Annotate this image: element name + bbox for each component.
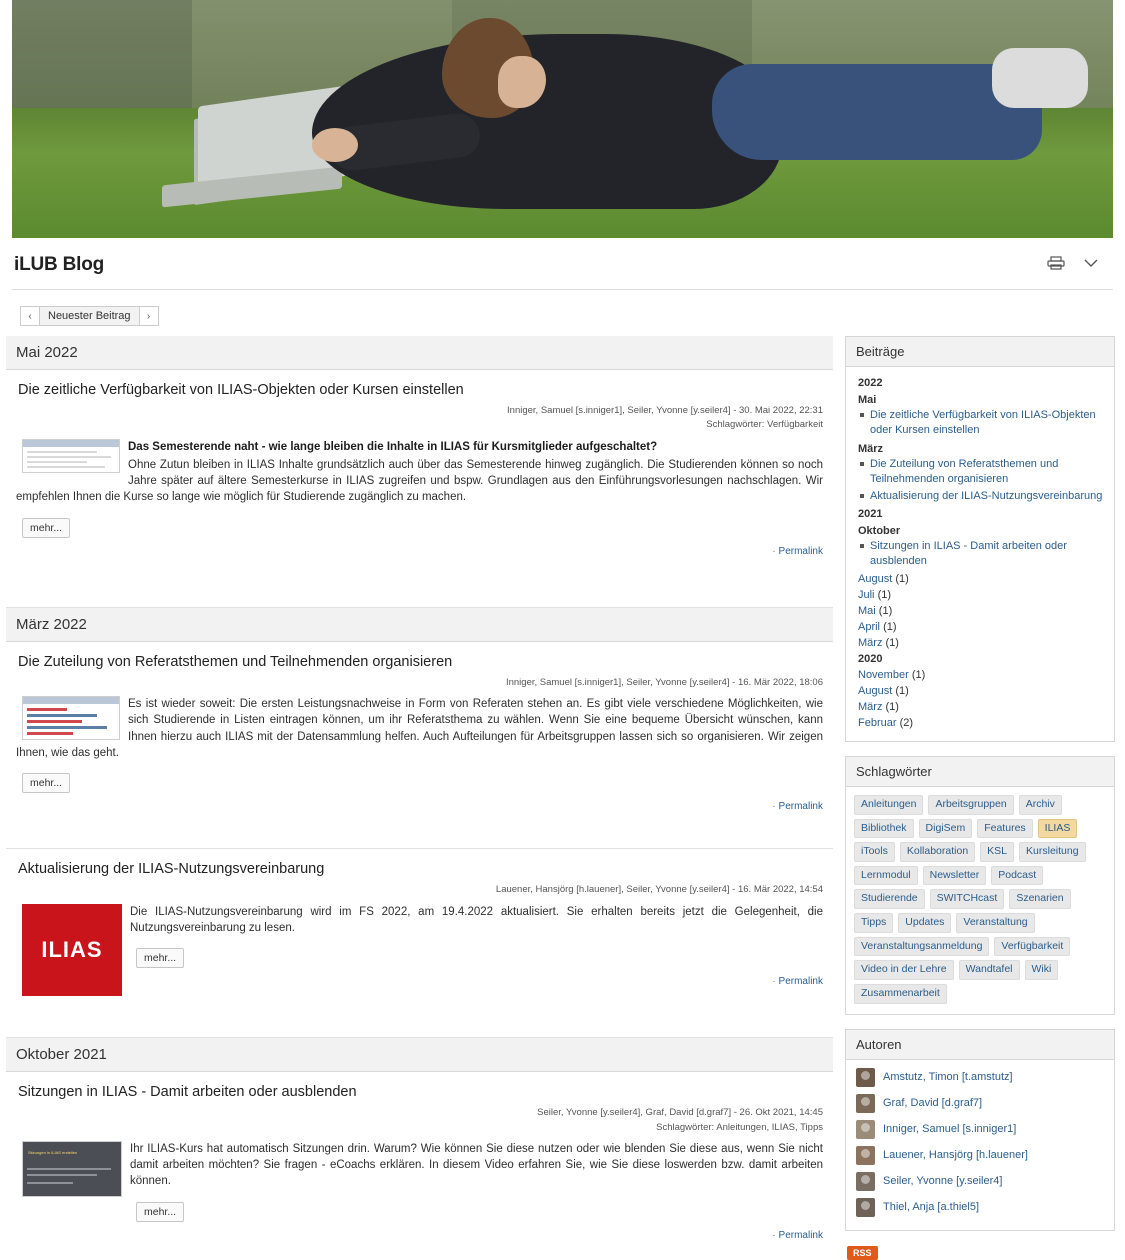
authors-block-title: Autoren <box>846 1030 1114 1060</box>
thumbnail-header-bar <box>23 440 119 447</box>
posting-title[interactable]: Aktualisierung der ILIAS-Nutzungsvereinbarung <box>18 861 325 878</box>
posting-keywords: Schlagwörter: Anleitungen, ILIAS, Tipps <box>656 1121 823 1133</box>
posting-link[interactable]: Die zeitliche Verfügbarkeit von ILIAS-Objekten oder Kursen einstellen <box>870 409 1096 436</box>
page-header <box>12 244 1113 290</box>
posting-body <box>16 1139 823 1190</box>
posting-authors: Inniger, Samuel [s.inniger1], Seiler, Yvonne [y.seiler4] - 16. Mär 2022, 18:06 <box>505 676 823 688</box>
tag-item[interactable]: Newsletter <box>923 866 987 886</box>
posting-paragraph: Es ist wieder soweit: Die ersten Leistungsnachweise in Form von Referaten stehen an. Es gibt viele verschiedene Möglichkeiten, wie sich Studierende in Listen eintragen können, um ihr Referatsthema zu wählen. Wenn Sie eine bequeme Übersicht wünschen, kann Ihnen hierzu auch ILIAS mit der Datensammlung helfen. Auch Aufteilungen für Arbeitsgruppen lassen sich so organisieren. Wir zeigen Ihnen, wie das geht. <box>16 698 823 760</box>
banner-building <box>12 0 192 120</box>
month-count: (1) <box>895 572 909 585</box>
tag-item[interactable]: SWITCHcast <box>930 889 1005 909</box>
thumbnail-bar <box>27 714 97 717</box>
more-button[interactable]: mehr... <box>136 948 184 968</box>
posting-body <box>16 694 823 761</box>
tag-item[interactable]: Podcast <box>991 866 1043 886</box>
month-archive-link[interactable] <box>858 605 1104 617</box>
pager-current-label: Neuester Beitrag <box>40 306 139 326</box>
tag-item[interactable]: iTools <box>854 842 895 862</box>
author-name[interactable]: Graf, David [d.graf7] <box>883 1097 983 1110</box>
month-heading: Oktober 2021 <box>6 1038 833 1072</box>
permalink-bullet: · <box>772 545 776 557</box>
list-item[interactable] <box>854 1066 1106 1089</box>
posting-spacer <box>16 822 823 848</box>
avatar <box>856 1120 875 1139</box>
tag-item[interactable]: Video in der Lehre <box>854 960 954 980</box>
tag-item[interactable]: Arbeitsgruppen <box>928 795 1013 815</box>
posting-paragraph: Ohne Zutun bleiben in ILIAS Inhalte grundsätzlich auch über das Semesterende hinweg zugänglich. Die Studierenden können so noch Jahre später auf ältere Semesterkurse in ILIAS zugreifen und bspw. Grundlagen aus den Einführungsvorlesungen nachschlagen. Wir empfehlen Ihnen die Kurse so lange wie möglich für Studierende zugänglich zu machen. <box>16 458 823 504</box>
month-archive-link[interactable] <box>858 717 1104 729</box>
list-item[interactable] <box>870 457 1104 487</box>
postings-block-title: Beiträge <box>846 337 1114 367</box>
permalink-row <box>16 546 823 567</box>
list-item[interactable] <box>854 1170 1106 1193</box>
tag-item[interactable]: Archiv <box>1019 795 1062 815</box>
month-label: Mai <box>858 394 877 406</box>
tag-item[interactable]: Lernmodul <box>854 866 918 886</box>
avatar <box>856 1068 875 1087</box>
author-name[interactable]: Seiler, Yvonne [y.seiler4] <box>883 1175 1003 1188</box>
month-name[interactable]: August <box>858 572 893 585</box>
tag-item[interactable]: Wiki <box>1025 960 1059 980</box>
authors-list <box>846 1060 1114 1230</box>
month-name[interactable]: Mai <box>858 604 876 617</box>
month-heading: Mai 2022 <box>6 336 833 370</box>
thumbnail-line <box>27 461 87 463</box>
author-name[interactable]: Inniger, Samuel [s.inniger1] <box>883 1123 1017 1136</box>
pager-next-button[interactable]: › <box>139 306 159 326</box>
month-archive-link[interactable] <box>858 589 1104 601</box>
month-name[interactable]: April <box>858 620 881 633</box>
thumbnail-line <box>27 451 97 453</box>
posting-lead: Das Semesterende naht - wie lange bleiben die Inhalte in ILIAS für Kursmitglieder aufgeschaltet? <box>128 440 658 453</box>
month-archive-link[interactable] <box>858 669 1104 681</box>
month-label: März <box>858 442 884 455</box>
tag-item[interactable]: Updates <box>898 913 951 933</box>
posting-video-thumbnail[interactable] <box>22 1141 122 1197</box>
posting-spacer <box>16 997 823 1037</box>
posting-meta <box>16 1106 823 1139</box>
month-heading: März 2022 <box>6 608 833 642</box>
posting-text <box>16 437 823 506</box>
posting-title[interactable]: Sitzungen in ILIAS - Damit arbeiten oder ausblenden <box>18 1084 357 1101</box>
tag-item[interactable]: Tipps <box>854 913 893 933</box>
ilias-logo-text: ILIAS <box>41 937 103 962</box>
banner-person-shoe <box>992 48 1088 108</box>
thumbnail-header-bar <box>23 697 119 704</box>
permalink-bullet: · <box>772 1229 776 1241</box>
posting-link[interactable]: Die Zuteilung von Referatsthemen und Teilnehmenden organisieren <box>870 457 1059 485</box>
tag-item[interactable]: Kursleitung <box>1019 842 1086 862</box>
posting-authors: Seiler, Yvonne [y.seiler4], Graf, David [d.graf7] - 26. Okt 2021, 14:45 <box>537 1107 823 1119</box>
author-name[interactable]: Lauener, Hansjörg [h.lauener] <box>883 1149 1028 1162</box>
video-caption-line: Sitzungen in ILIAS erstellen <box>28 1149 78 1155</box>
permalink-link[interactable]: Permalink <box>778 1229 823 1241</box>
authors-block <box>845 1029 1115 1231</box>
year-label: 2021 <box>858 508 883 521</box>
banner-person-hand <box>312 128 358 162</box>
permalink-row <box>16 801 823 822</box>
postings-block <box>845 336 1115 742</box>
chevron-down-icon[interactable] <box>1083 258 1099 268</box>
tag-item[interactable]: Veranstaltungsanmeldung <box>854 937 989 957</box>
permalink-bullet: · <box>772 801 776 813</box>
tag-item[interactable]: DigiSem <box>919 819 973 839</box>
print-icon[interactable] <box>1047 256 1065 270</box>
thumbnail-line <box>27 466 105 468</box>
year-label: 2020 <box>858 652 883 665</box>
posting-text <box>16 902 823 937</box>
avatar <box>856 1172 875 1191</box>
month-archive-link[interactable] <box>858 573 1104 585</box>
list-item[interactable] <box>870 408 1104 438</box>
month-label: Oktober <box>858 525 901 538</box>
posting-item <box>6 849 833 1038</box>
thumbnail-line <box>27 1174 97 1176</box>
month-count: (1) <box>911 668 926 681</box>
tag-item[interactable]: Kollaboration <box>900 842 975 862</box>
month-archive-link[interactable] <box>858 685 1104 697</box>
posting-text <box>16 1139 823 1190</box>
tags-block <box>845 756 1115 1015</box>
list-item[interactable] <box>854 1118 1106 1141</box>
tag-cloud <box>846 787 1114 1014</box>
header-actions <box>1047 256 1099 270</box>
tag-item[interactable]: Veranstaltung <box>956 913 1034 933</box>
posting-title[interactable]: Die zeitliche Verfügbarkeit von ILIAS-Objekten oder Kursen einstellen <box>18 382 464 398</box>
tag-item[interactable]: Bibliothek <box>854 819 914 839</box>
posting-link[interactable]: Sitzungen in ILIAS - Damit arbeiten oder ausblenden <box>870 540 1067 568</box>
thumbnail-bar <box>27 726 107 729</box>
month-count: (1) <box>878 604 893 617</box>
postings-block-body <box>846 367 1114 741</box>
list-item[interactable] <box>854 1144 1106 1167</box>
pager-prev-button[interactable]: ‹ <box>20 306 40 326</box>
month-count: (1) <box>885 700 899 713</box>
posting-item <box>6 642 833 850</box>
tag-item[interactable]: Anleitungen <box>854 795 923 815</box>
posting-authors: Lauener, Hansjörg [h.lauener], Seiler, Yvonne [y.seiler4] - 16. Mär 2022, 14:54 <box>495 884 823 896</box>
month-count: (2) <box>899 716 914 729</box>
list-item[interactable] <box>854 1196 1106 1219</box>
posting-list <box>6 336 833 1251</box>
posting-title[interactable]: Die Zuteilung von Referatsthemen und Teilnehmenden organisieren <box>18 653 453 670</box>
posting-pager <box>20 306 159 326</box>
permalink-row <box>16 976 823 997</box>
list-item[interactable] <box>870 489 1104 504</box>
posting-authors: Inniger, Samuel [s.inniger1], Seiler, Yvonne [y.seiler4] - 30. Mai 2022, 22:31 <box>507 405 823 416</box>
permalink-bullet: · <box>772 976 776 988</box>
permalink-link[interactable]: Permalink <box>778 545 823 557</box>
list-item[interactable] <box>870 539 1104 569</box>
posting-link-list <box>856 408 1104 438</box>
posting-thumbnail[interactable] <box>22 904 122 996</box>
tag-item[interactable]: Szenarien <box>1009 889 1070 909</box>
posting-text <box>16 694 823 761</box>
author-name[interactable]: Thiel, Anja [a.thiel5] <box>883 1201 980 1214</box>
year-label: 2022 <box>858 377 883 389</box>
more-button[interactable]: mehr... <box>136 1202 184 1222</box>
tags-block-title: Schlagwörter <box>846 757 1114 787</box>
posting-item <box>6 1072 833 1250</box>
posting-item <box>6 370 833 608</box>
posting-meta <box>16 404 823 437</box>
posting-link-list <box>856 539 1104 569</box>
permalink-row <box>16 1230 823 1251</box>
permalink-link[interactable]: Permalink <box>778 801 823 813</box>
thumbnail-line <box>27 1168 111 1170</box>
banner-image <box>12 0 1113 238</box>
tag-item[interactable]: KSL <box>980 842 1014 862</box>
posting-link[interactable]: Aktualisierung der ILIAS-Nutzungsvereinbarung <box>870 490 1103 503</box>
posting-keywords: Schlagwörter: Verfügbarkeit <box>706 419 823 431</box>
page-title: iLUB Blog <box>14 254 105 275</box>
thumbnail-bar <box>27 732 73 735</box>
tag-item[interactable]: Studierende <box>854 889 925 909</box>
posting-body <box>16 437 823 506</box>
month-name[interactable]: März <box>858 636 883 649</box>
month-name[interactable]: November <box>858 668 909 681</box>
posting-meta <box>16 883 823 901</box>
month-count: (1) <box>895 684 909 697</box>
tag-item[interactable]: Features <box>977 819 1032 839</box>
sidebar <box>845 336 1115 1260</box>
permalink-link[interactable]: Permalink <box>778 976 823 988</box>
tag-item[interactable]: Verfügbarkeit <box>994 937 1070 957</box>
tag-item-selected[interactable]: ILIAS <box>1038 819 1078 839</box>
month-name[interactable]: Juli <box>858 588 875 601</box>
more-button[interactable]: mehr... <box>22 773 70 793</box>
avatar <box>856 1198 875 1217</box>
posting-link-list <box>856 457 1104 505</box>
posting-meta <box>16 676 823 694</box>
thumbnail-line <box>27 1182 73 1184</box>
tag-item[interactable]: Wandtafel <box>959 960 1020 980</box>
thumbnail-line <box>27 456 111 458</box>
posting-thumbnail[interactable] <box>22 439 120 473</box>
tag-item[interactable]: Zusammenarbeit <box>854 984 947 1004</box>
rss-button[interactable]: RSS <box>847 1246 878 1260</box>
month-name[interactable]: Februar <box>858 716 897 729</box>
month-name[interactable]: März <box>858 700 883 713</box>
month-count: (1) <box>877 588 892 601</box>
month-count: (1) <box>885 636 899 649</box>
month-count: (1) <box>883 620 897 633</box>
list-item[interactable] <box>854 1092 1106 1115</box>
avatar <box>856 1146 875 1165</box>
more-button[interactable]: mehr... <box>22 518 70 538</box>
month-archive-link[interactable] <box>858 637 1104 649</box>
avatar <box>856 1094 875 1113</box>
posting-spacer <box>16 567 823 607</box>
thumbnail-bar <box>27 720 82 723</box>
month-name[interactable]: August <box>858 684 893 697</box>
posting-paragraph: Ihr ILIAS-Kurs hat automatisch Sitzungen drin. Warum? Wie können Sie diese nutzen oder wie blenden Sie diese aus, wenn Sie nicht damit arbeiten möchten? Sie fragen - eCoachs erklären. In diesem Video erfahren Sie, wie Sie diese loswerden bzw. damit arbeiten können. <box>130 1142 823 1188</box>
author-name[interactable]: Amstutz, Timon [t.amstutz] <box>883 1071 1013 1084</box>
posting-thumbnail[interactable] <box>22 696 120 740</box>
thumbnail-bar <box>27 708 67 711</box>
month-archive-link[interactable] <box>858 701 1104 713</box>
month-archive-link[interactable] <box>858 621 1104 633</box>
posting-paragraph: Die ILIAS-Nutzungsvereinbarung wird im FS 2022, am 19.4.2022 aktualisiert. Sie erhalten bereits jetzt die Gelegenheit, die Nutzungsvereinbarung zu lesen. <box>130 905 823 934</box>
